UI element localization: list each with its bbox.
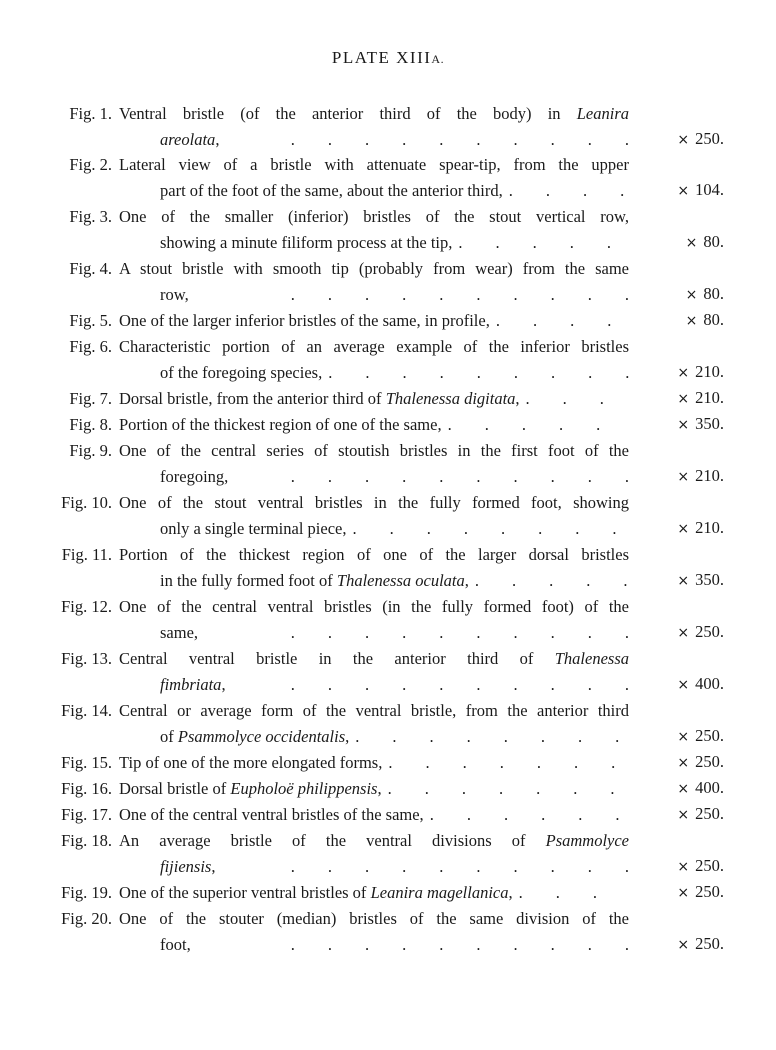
figure-label: Fig. 4. — [69, 259, 112, 278]
species-name: Psammolyce occidentalis — [177, 727, 346, 746]
figure-label: Fig. 10. — [61, 493, 112, 512]
description-text: Characteristic portion of an average example of the inferior bristles — [119, 337, 629, 356]
description-text: part of the foot of the same, about the anterior third, — [160, 181, 503, 200]
figure-entry — [0, 750, 776, 776]
times-symbol: × — [677, 729, 690, 745]
description-line — [119, 906, 629, 932]
figure-entry — [0, 101, 776, 153]
figure-label: Fig. 2. — [69, 155, 112, 174]
description-text: One of the superior ventral bristles of — [119, 883, 371, 902]
figure-description — [119, 542, 629, 594]
description-text — [160, 620, 198, 646]
dot-leader — [228, 464, 629, 490]
magnification — [662, 385, 724, 412]
magnification-value: 210. — [695, 388, 724, 407]
figure-description — [119, 906, 629, 958]
figure-label: Fig. 6. — [69, 337, 112, 356]
magnification — [662, 775, 724, 802]
magnification — [662, 307, 724, 334]
description-text — [160, 282, 189, 308]
times-symbol: × — [677, 937, 690, 953]
times-symbol: × — [677, 625, 690, 641]
description-line — [119, 646, 629, 672]
magnification-value: 80. — [703, 284, 724, 303]
description-line — [119, 828, 629, 854]
description-line — [119, 750, 629, 776]
magnification — [662, 515, 724, 542]
magnification — [662, 567, 724, 594]
times-symbol: × — [685, 235, 698, 251]
punctuation: , — [515, 389, 520, 408]
figure-label: Fig. 12. — [61, 597, 112, 616]
magnification — [662, 359, 724, 386]
magnification-value: 250. — [695, 882, 724, 901]
dot-leader — [469, 568, 629, 594]
times-symbol: × — [677, 417, 690, 433]
magnification-value: 250. — [695, 934, 724, 953]
description-line — [119, 256, 629, 282]
times-symbol: × — [685, 313, 698, 329]
description-text — [119, 880, 513, 906]
dot-leader — [191, 932, 629, 958]
description-text: Tip of one of the more elongated forms, — [119, 753, 383, 772]
description-text — [160, 360, 322, 386]
species-name: fijiensis — [160, 857, 212, 876]
times-symbol: × — [677, 807, 690, 823]
description-line — [119, 152, 629, 178]
magnification-value: 400. — [695, 674, 724, 693]
times-symbol: × — [677, 183, 690, 199]
description-line — [119, 127, 629, 153]
description-text: of — [160, 727, 178, 746]
description-line — [119, 308, 629, 334]
description-text — [119, 412, 442, 438]
dot-leader — [198, 620, 629, 646]
figure-description — [119, 750, 629, 776]
description-line — [119, 776, 629, 802]
times-symbol: × — [677, 521, 690, 537]
description-text — [160, 230, 452, 256]
description-text: foot, — [160, 935, 191, 954]
magnification-value: 350. — [695, 570, 724, 589]
description-text: only a single terminal piece, — [160, 519, 347, 538]
figure-entry — [0, 204, 776, 256]
figure-entry — [0, 308, 776, 334]
figure-description — [119, 698, 629, 750]
species-name: fimbriata — [160, 675, 222, 694]
description-line — [119, 101, 629, 127]
dot-leader — [382, 776, 629, 802]
figure-entry — [0, 646, 776, 698]
description-text: Central or average form of the ventral bristle, from the anterior third — [119, 701, 629, 720]
description-text: One of the central ventral bristles of the same, — [119, 805, 424, 824]
species-name: Thalenessa digitata — [385, 389, 516, 408]
description-line — [119, 464, 629, 490]
description-text — [119, 802, 424, 828]
description-line — [119, 490, 629, 516]
description-text: Dorsal bristle, from the anterior third of — [119, 389, 386, 408]
figure-label: Fig. 15. — [61, 753, 112, 772]
species-name: Thalenessa — [554, 649, 629, 668]
times-symbol: × — [677, 755, 690, 771]
description-text: A stout bristle with smooth tip (probably from wear) from the same — [119, 259, 629, 278]
punctuation: , — [211, 857, 216, 876]
times-symbol: × — [677, 365, 690, 381]
magnification-value: 80. — [703, 310, 724, 329]
figure-label: Fig. 18. — [61, 831, 112, 850]
figure-entry — [0, 542, 776, 594]
description-line — [119, 932, 629, 958]
description-text: Portion of the thickest region of one of the larger dorsal bristles — [119, 545, 629, 564]
dot-leader — [513, 880, 629, 906]
figure-label: Fig. 16. — [61, 779, 112, 798]
magnification-value: 250. — [695, 726, 724, 745]
figure-description — [119, 412, 629, 438]
figure-entry — [0, 698, 776, 750]
figure-entry — [0, 776, 776, 802]
figure-label: Fig. 19. — [61, 883, 112, 902]
description-text — [160, 932, 191, 958]
times-symbol: × — [677, 132, 690, 148]
punctuation: , — [508, 883, 513, 902]
description-text — [160, 724, 349, 750]
magnification — [662, 723, 724, 750]
description-line — [119, 360, 629, 386]
description-line — [119, 204, 629, 230]
figure-entry — [0, 828, 776, 880]
figure-label: Fig. 11. — [61, 545, 112, 564]
times-symbol: × — [677, 469, 690, 485]
dot-leader — [322, 360, 629, 386]
description-line — [119, 334, 629, 360]
dot-leader — [349, 724, 629, 750]
magnification-value: 250. — [695, 622, 724, 641]
description-text: An average bristle of the ventral divisions of — [119, 831, 546, 850]
dot-leader — [189, 282, 629, 308]
dot-leader — [215, 854, 629, 880]
figure-description — [119, 594, 629, 646]
magnification-value: 210. — [695, 362, 724, 381]
description-text: One of the stouter (median) bristles of the same division of the — [119, 909, 629, 928]
description-text — [160, 854, 215, 880]
figure-label: Fig. 8. — [69, 415, 112, 434]
species-name: Psammolyce — [545, 831, 629, 850]
figure-label: Fig. 14. — [61, 701, 112, 720]
times-symbol: × — [677, 859, 690, 875]
dot-leader — [424, 802, 629, 828]
figure-label: Fig. 17. — [61, 805, 112, 824]
figure-entry — [0, 386, 776, 412]
figure-label: Fig. 20. — [61, 909, 112, 928]
magnification — [662, 801, 724, 828]
figure-description — [119, 828, 629, 880]
magnification — [662, 931, 724, 958]
figure-label: Fig. 13. — [61, 649, 112, 668]
figure-label: Fig. 3. — [69, 207, 112, 226]
description-text: One of the smaller (inferior) bristles of the stout vertical row, — [119, 207, 629, 226]
description-line — [119, 282, 629, 308]
magnification — [662, 229, 724, 256]
magnification — [662, 853, 724, 880]
figure-entry — [0, 802, 776, 828]
description-text: row, — [160, 285, 189, 304]
figure-entry — [0, 412, 776, 438]
times-symbol: × — [685, 287, 698, 303]
figure-description — [119, 101, 629, 153]
figure-label: Fig. 5. — [69, 311, 112, 330]
description-text: One of the stout ventral bristles in the fully formed foot, showing — [119, 493, 629, 512]
dot-leader — [219, 127, 629, 153]
times-symbol: × — [677, 885, 690, 901]
figure-description — [119, 802, 629, 828]
magnification — [662, 671, 724, 698]
punctuation: , — [464, 571, 469, 590]
description-text — [119, 308, 490, 334]
description-line — [119, 230, 629, 256]
dot-leader — [382, 750, 629, 776]
description-line — [119, 724, 629, 750]
description-text — [160, 568, 469, 594]
figure-entry — [0, 594, 776, 646]
description-text: of the foregoing species, — [160, 363, 323, 382]
magnification-value: 250. — [695, 129, 724, 148]
species-name: Leanira — [576, 104, 629, 123]
description-line — [119, 568, 629, 594]
description-line — [119, 672, 629, 698]
dot-leader — [226, 672, 629, 698]
figure-description — [119, 386, 629, 412]
description-line — [119, 386, 629, 412]
description-text — [119, 776, 382, 802]
figure-entry — [0, 152, 776, 204]
punctuation: , — [345, 727, 350, 746]
species-name: Thalenessa oculata — [336, 571, 465, 590]
dot-leader — [452, 230, 629, 256]
figure-description — [119, 646, 629, 698]
magnification-value: 400. — [695, 778, 724, 797]
description-line — [119, 178, 629, 204]
figure-entry — [0, 880, 776, 906]
magnification-value: 350. — [695, 414, 724, 433]
magnification-value: 250. — [695, 856, 724, 875]
figure-description — [119, 152, 629, 204]
magnification — [662, 281, 724, 308]
figure-description — [119, 490, 629, 542]
description-text — [160, 464, 228, 490]
figure-label: Fig. 9. — [69, 441, 112, 460]
figure-description — [119, 438, 629, 490]
figure-description — [119, 776, 629, 802]
punctuation: , — [215, 130, 220, 149]
figure-entry — [0, 438, 776, 490]
description-text — [160, 516, 346, 542]
description-line — [119, 594, 629, 620]
description-text — [160, 127, 219, 153]
description-text: Portion of the thickest region of one of the same, — [119, 415, 442, 434]
description-text — [119, 386, 520, 412]
figure-description — [119, 256, 629, 308]
dot-leader — [346, 516, 629, 542]
figure-entry — [0, 490, 776, 542]
figure-description — [119, 334, 629, 386]
figure-entry — [0, 906, 776, 958]
description-text: showing a minute filiform process at the tip, — [160, 233, 453, 252]
description-text: foregoing, — [160, 467, 229, 486]
dot-leader — [442, 412, 629, 438]
description-text — [160, 178, 503, 204]
figure-description — [119, 880, 629, 906]
description-line — [119, 516, 629, 542]
description-line — [119, 854, 629, 880]
description-line — [119, 438, 629, 464]
description-line — [119, 802, 629, 828]
description-line — [119, 698, 629, 724]
description-text: Lateral view of a bristle with attenuate spear-tip, from the upper — [119, 155, 629, 174]
description-line — [119, 542, 629, 568]
magnification — [662, 619, 724, 646]
dot-leader — [520, 386, 629, 412]
description-text: One of the central series of stoutish bristles in the first foot of the — [119, 441, 629, 460]
species-name: areolata — [160, 130, 216, 149]
magnification-value: 80. — [703, 232, 724, 251]
magnification — [662, 411, 724, 438]
description-text — [160, 672, 226, 698]
description-text — [119, 750, 382, 776]
times-symbol: × — [677, 573, 690, 589]
magnification — [662, 749, 724, 776]
magnification-value: 250. — [695, 804, 724, 823]
figure-entry — [0, 256, 776, 308]
dot-leader — [503, 178, 629, 204]
description-text: One of the larger inferior bristles of the same, in profile, — [119, 311, 490, 330]
figure-description — [119, 204, 629, 256]
magnification-value: 210. — [695, 466, 724, 485]
description-text: One of the central ventral bristles (in the fully formed foot) of the — [119, 597, 629, 616]
times-symbol: × — [677, 391, 690, 407]
magnification — [662, 463, 724, 490]
species-name: Leanira magellanica — [370, 883, 509, 902]
magnification-value: 250. — [695, 752, 724, 771]
description-line — [119, 412, 629, 438]
magnification — [662, 126, 724, 153]
description-text: same, — [160, 623, 199, 642]
description-text: Central ventral bristle in the anterior third of — [119, 649, 555, 668]
dot-leader — [490, 308, 629, 334]
species-name: Eupholoë philippensis — [230, 779, 378, 798]
description-line — [119, 880, 629, 906]
description-text: in the fully formed foot of — [160, 571, 337, 590]
magnification-value: 210. — [695, 518, 724, 537]
punctuation: , — [377, 779, 382, 798]
figure-label: Fig. 7. — [69, 389, 112, 408]
figure-description — [119, 308, 629, 334]
times-symbol: × — [677, 677, 690, 693]
figure-entry — [0, 334, 776, 386]
description-text: Ventral bristle (of the anterior third of the body) in — [119, 104, 577, 123]
magnification — [662, 177, 724, 204]
times-symbol: × — [677, 781, 690, 797]
magnification-value: 104. — [695, 180, 724, 199]
figure-label: Fig. 1. — [69, 104, 112, 123]
plate-title: PLATE XIIIA. — [331, 48, 445, 67]
punctuation: , — [221, 675, 226, 694]
description-text: Dorsal bristle of — [119, 779, 231, 798]
description-line — [119, 620, 629, 646]
magnification — [662, 879, 724, 906]
